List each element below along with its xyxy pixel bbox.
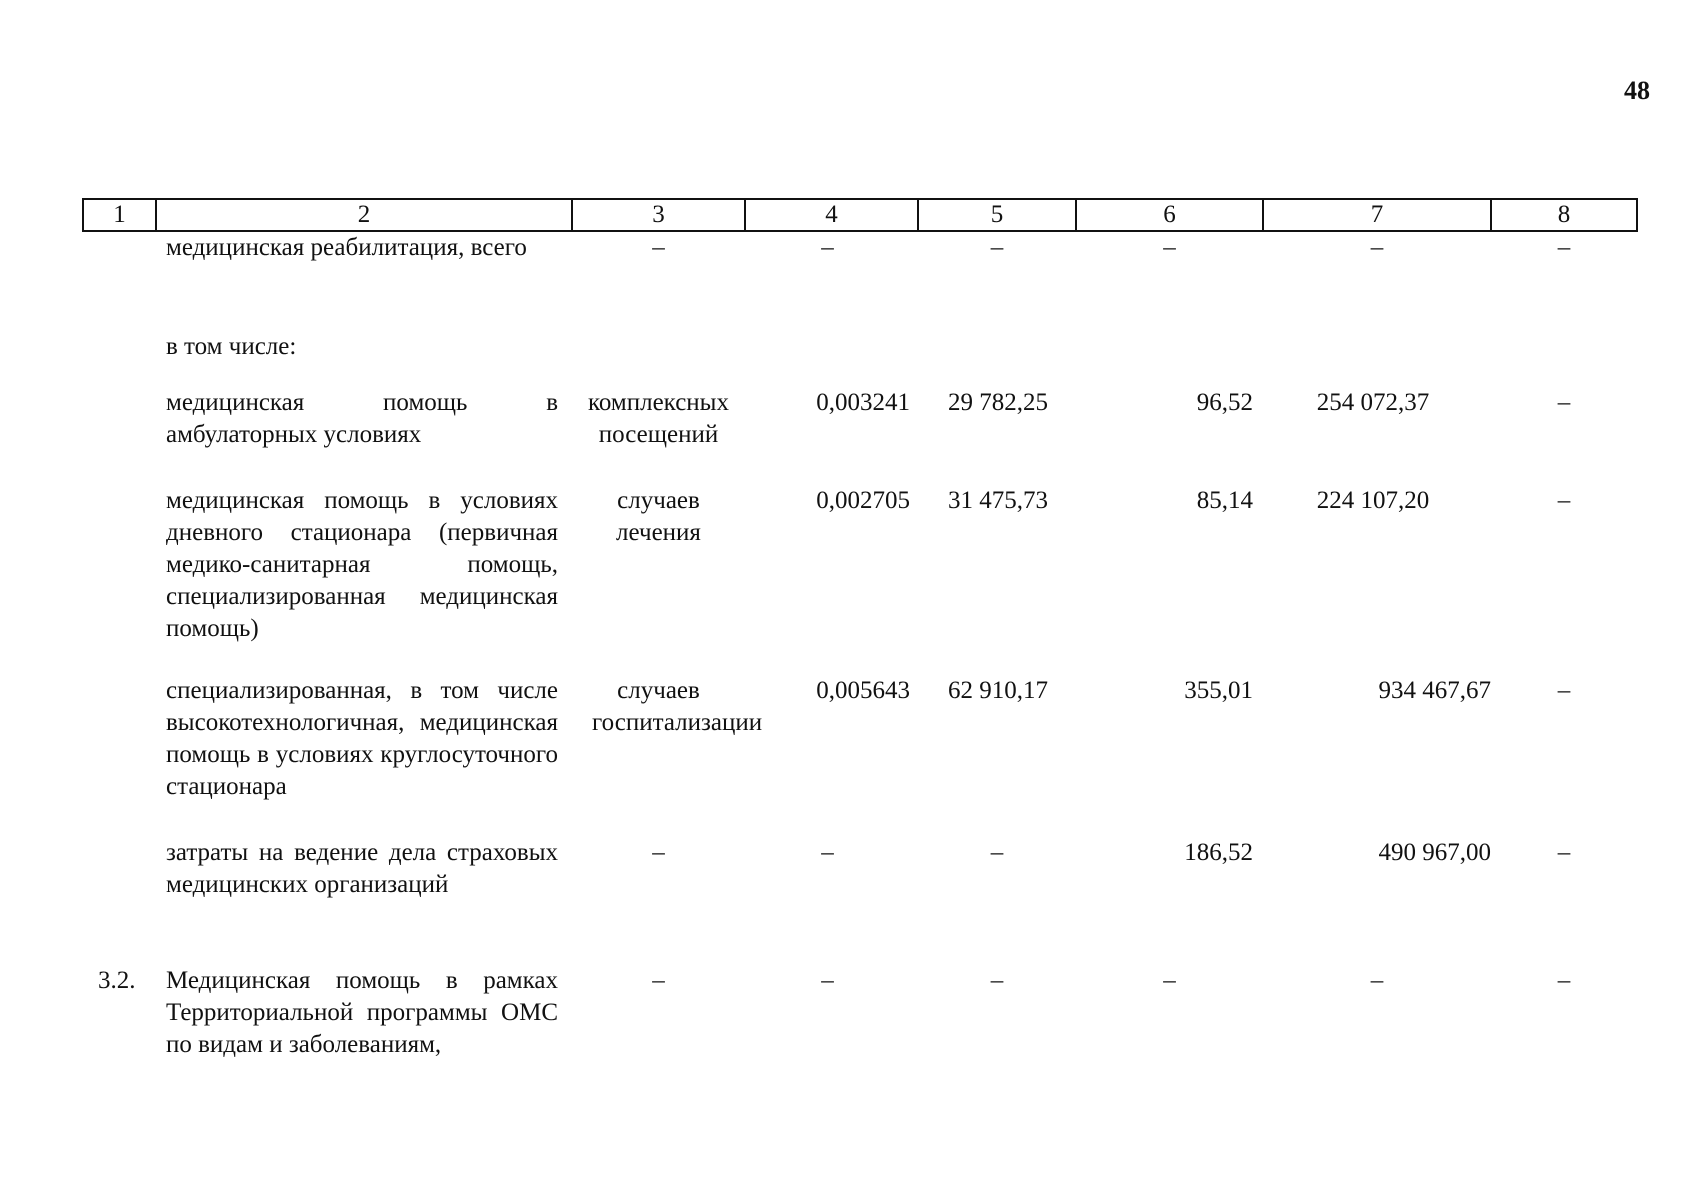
row-name: Медицинская помощь в рамках Территориальной программы ОМС по видам и заболеваниям, [166,967,558,1058]
row-number [83,837,156,965]
row-col-5: 31 475,73 [948,487,1048,514]
row-number [83,675,156,837]
row-col-8: – [1557,839,1571,866]
row-number: 3.2. [98,967,136,994]
header-col-3: 3 [572,199,745,231]
header-col-8: 8 [1491,199,1637,231]
row-unit [572,331,745,387]
row-name: медицинская помощь в условиях дневного стационара (первичная медико-санитарная помощь, специализированная медицинская помощь) [166,487,558,642]
row-col-7: – [1370,967,1384,994]
row-col-4: – [821,234,834,261]
header-col-2: 2 [156,199,572,231]
row-col-5: 62 910,17 [948,677,1048,704]
row-number [83,387,156,485]
row-col-5: – [990,967,1004,994]
row-col-4: – [821,839,834,866]
row-unit: случаев лечения [616,487,701,546]
row-col-5: – [990,234,1004,261]
row-name: затраты на ведение дела страховых медицинских организаций [166,839,558,898]
row-unit: – [652,234,665,261]
row-col-6: 355,01 [1184,677,1253,704]
table-row [83,231,1637,331]
header-col-4: 4 [745,199,918,231]
table-row [83,675,1637,837]
row-name: специализированная, в том числе высокотехнологичная, медицинская помощь в условиях круглосуточного стационара [166,677,558,800]
row-col-4: 0,002705 [816,487,910,514]
row-col-5 [918,331,1076,387]
row-col-6: – [1163,967,1176,994]
row-col-8: – [1557,677,1571,704]
row-col-8 [1491,331,1637,387]
row-col-7 [1263,331,1491,387]
row-col-4 [745,331,918,387]
row-col-4: 0,005643 [816,677,910,704]
table-row [83,387,1637,485]
row-col-5: 29 782,25 [948,389,1048,416]
row-name: медицинская реабилитация, всего [166,234,527,261]
row-col-6: – [1163,234,1176,261]
table-body [83,231,1637,1065]
row-col-6: 186,52 [1184,839,1253,866]
row-unit: – [652,967,665,994]
table-row [83,837,1637,965]
row-name: в том числе: [166,333,297,360]
table-row [83,331,1637,387]
row-col-6: 85,14 [1196,487,1253,514]
header-col-1: 1 [83,199,156,231]
row-col-7: 490 967,00 [1378,839,1491,866]
table-header [83,199,1637,231]
budget-table [82,198,1638,1065]
page-number: 48 [1624,76,1650,105]
row-unit: случаев госпитализации [592,677,763,736]
row-col-6 [1076,331,1263,387]
row-number [83,331,156,387]
row-col-5: – [990,839,1004,866]
row-col-7: 224 107,20 [1316,487,1430,514]
table-row [83,485,1637,675]
row-col-4: – [821,967,834,994]
row-number [83,231,156,331]
header-col-6: 6 [1076,199,1263,231]
header-col-5: 5 [918,199,1076,231]
table-row [83,965,1637,1065]
row-col-8: – [1557,487,1571,514]
row-col-6: 96,52 [1196,389,1253,416]
header-row [83,199,1637,231]
row-unit: – [652,839,665,866]
row-col-4: 0,003241 [816,389,910,416]
header-col-7: 7 [1263,199,1491,231]
row-col-7: 254 072,37 [1316,389,1430,416]
row-col-8: – [1557,967,1571,994]
row-number [83,485,156,675]
row-col-7: – [1370,234,1384,261]
row-col-8: – [1557,234,1571,261]
row-col-7: 934 467,67 [1378,677,1491,704]
row-name: медицинская помощь в амбулаторных условиях [166,389,558,448]
row-unit: комплексных посещений [588,389,729,448]
row-col-8: – [1557,389,1571,416]
